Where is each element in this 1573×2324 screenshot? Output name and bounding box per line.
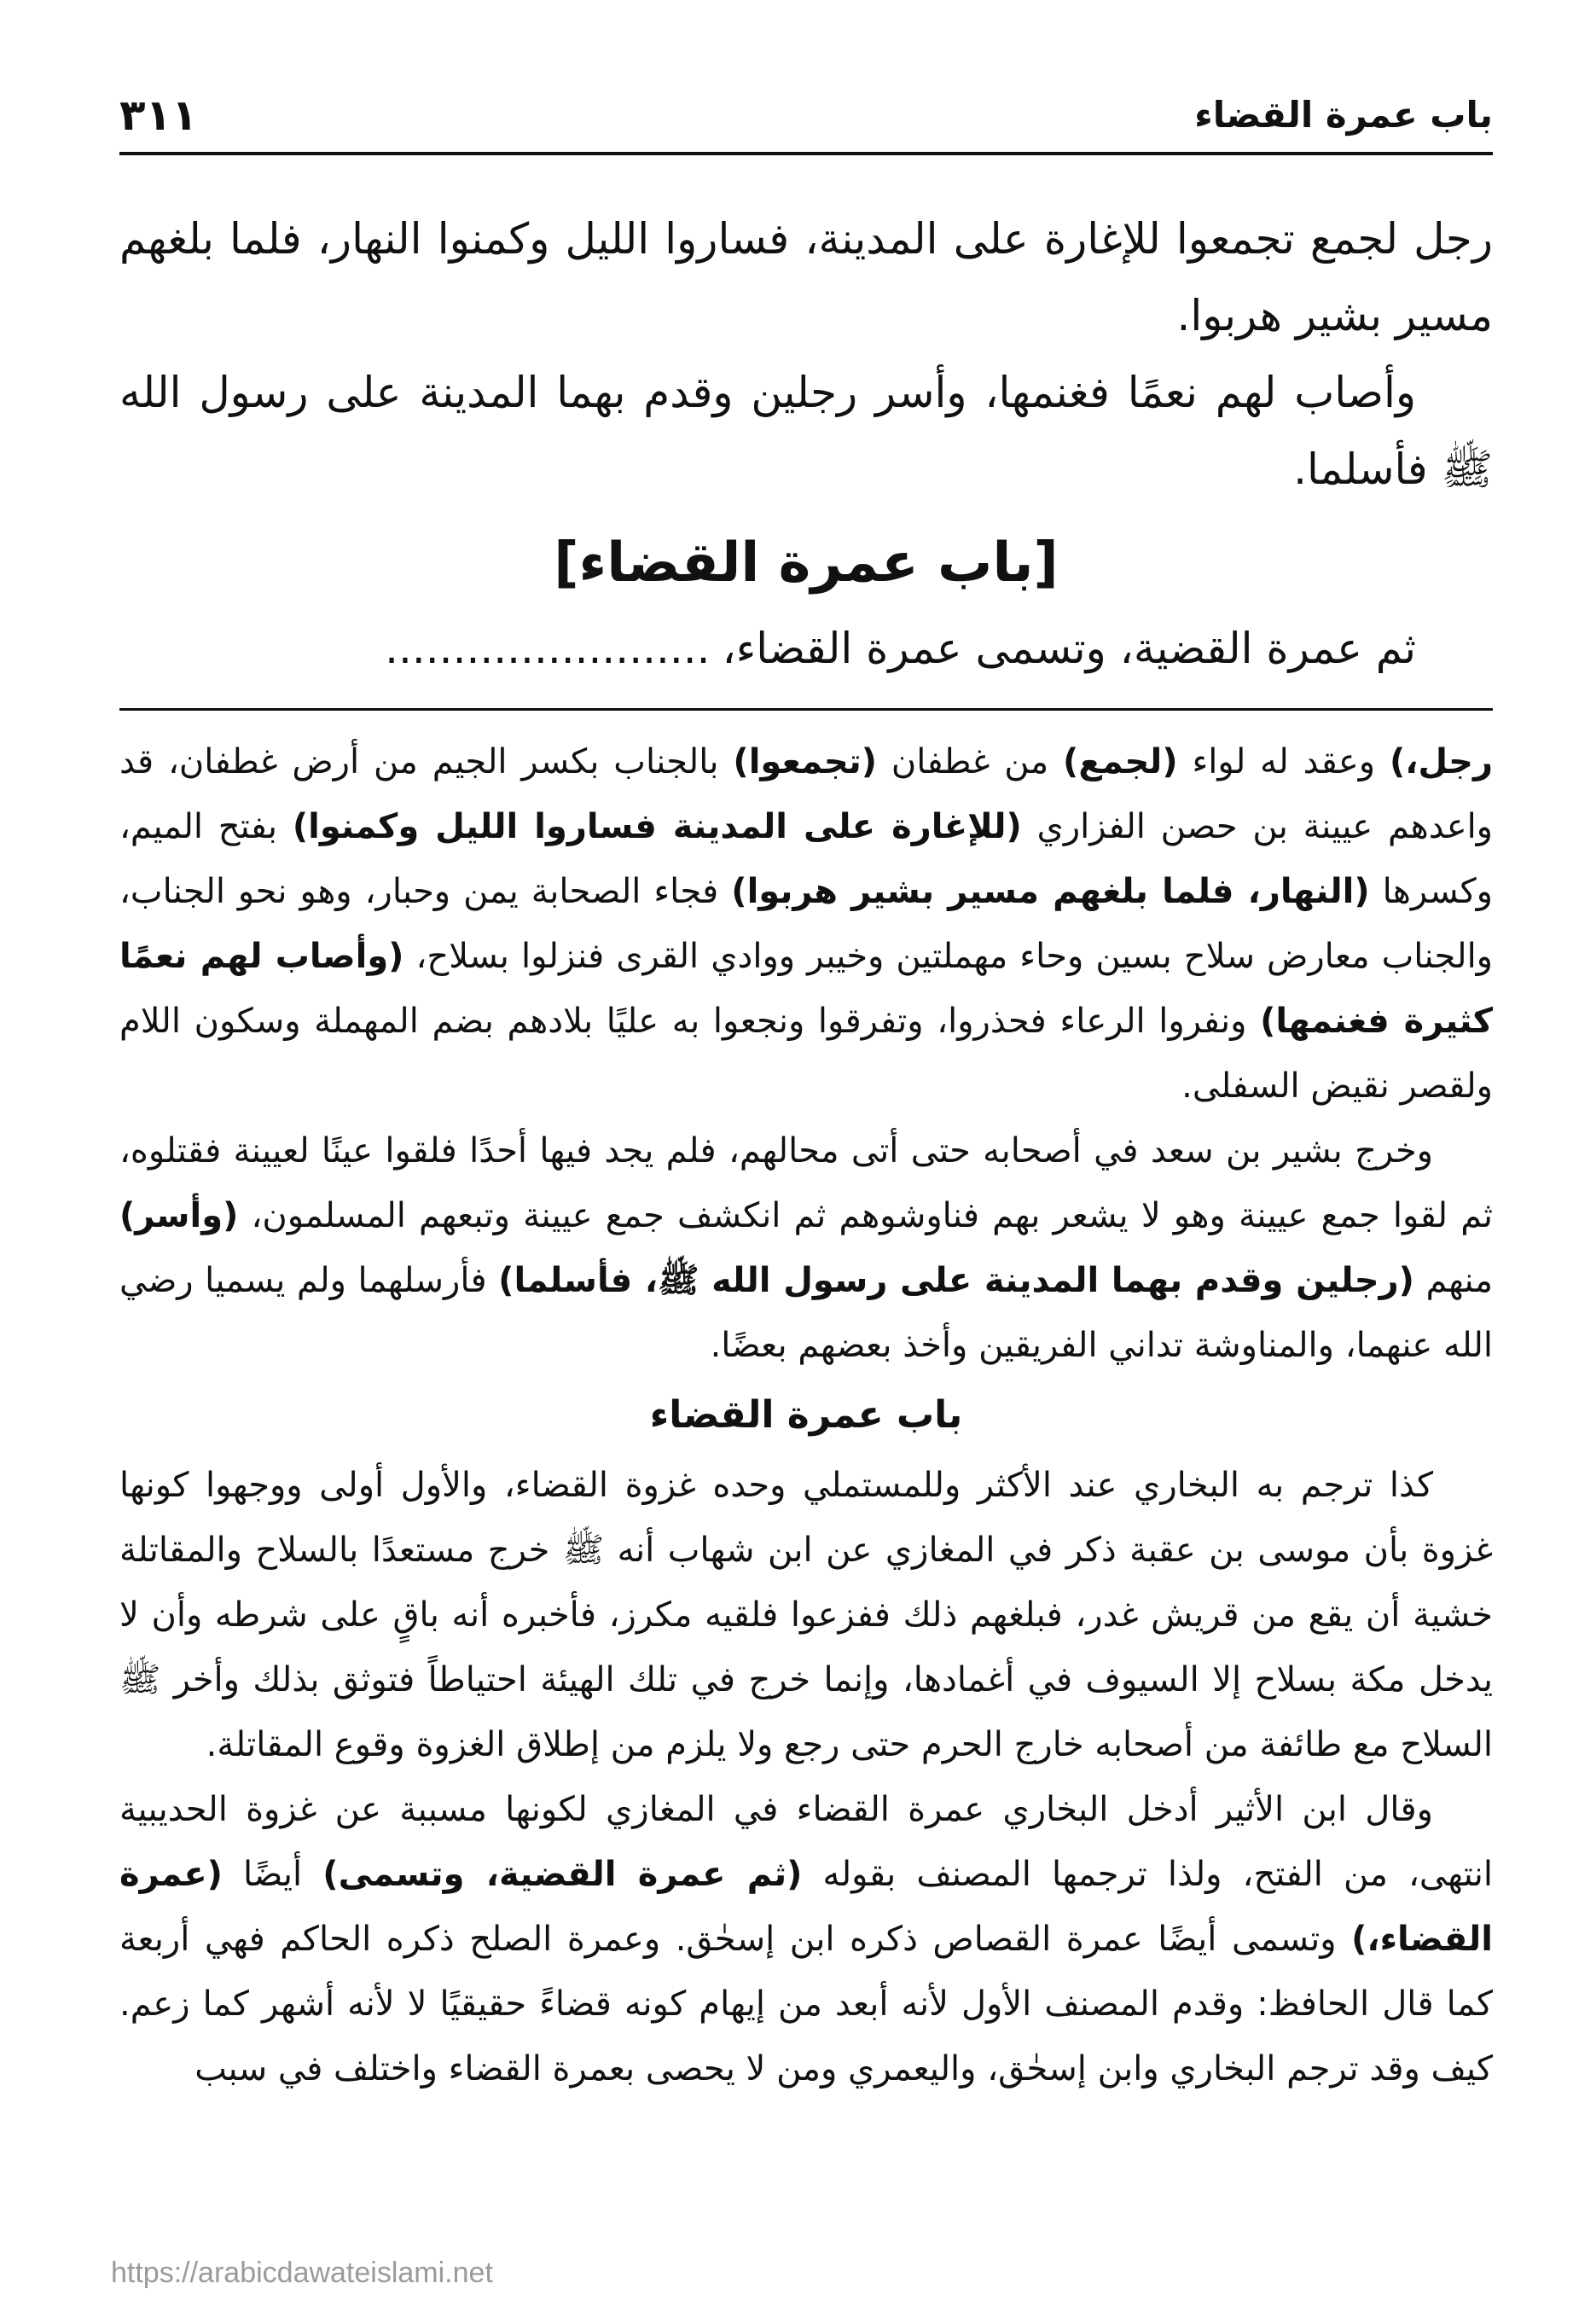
running-title: باب عمرة القضاء: [1194, 94, 1493, 136]
commentary: [119, 729, 1493, 2101]
page-header: [119, 85, 1493, 145]
commentary-paragraph-1: [119, 729, 1493, 1118]
text-run: ونفروا الرعاء فحذروا، وتفرقوا ونجعوا به عليًا بلادهم بضم المهملة وسكون اللام ولقصر نقيض السفلى.: [119, 1002, 1493, 1106]
main-paragraph-2: وأصاب لهم نعمًا فغنمها، وأسر رجلين وقدم بهما المدينة على رسول الله ﷺ فأسلما.: [119, 368, 1493, 494]
commentary-paragraph-4: [119, 1777, 1493, 2101]
main-text: [119, 200, 1493, 687]
header-rule: [119, 152, 1493, 155]
bold-quoted-text: (تجمعوا): [733, 742, 877, 781]
main-paragraph-1: رجل لجمع تجمعوا للإغارة على المدينة، فساروا الليل وكمنوا النهار، فلما بلغهم مسير بشير هربوا.: [119, 214, 1493, 340]
commentary-paragraph-2: [119, 1118, 1493, 1378]
watermark-url: https://arabicdawateislami.net: [111, 2257, 493, 2289]
text-run: فجاء الصحابة يمن وحبار، وهو نحو الجناب، والجناب معارض سلاح بسين وحاء مهملتين وخيبر ووادي القرى فنزلوا بسلاح،: [119, 872, 1493, 976]
text-run: بالجناب بكسر الجيم من أرض غطفان، قد واعدهم عيينة بن حصن الفزاري: [119, 742, 1493, 846]
bold-quoted-text: (وأسر): [119, 1196, 239, 1235]
bold-quoted-text: (النهار، فلما بلغهم مسير بشير هربوا): [731, 872, 1370, 911]
main-last-line: [119, 610, 1493, 687]
text-run: وتسمى أيضًا عمرة القصاص ذكره ابن إسحٰق. وعمرة الصلح ذكره الحاكم فهي أربعة كما قال الحافظ: وقدم المصنف الأول لأنه أبعد من إيهام كونه قضاءً حقيقيًا لا لأنه أشهر كما زعم. كيف وقد ترجم البخاري وابن إسحٰق، واليعمري ومن لا يحصى بعمرة القضاء واختلف في سبب: [119, 1920, 1493, 2089]
commentary-divider: [119, 708, 1493, 711]
continuation-dots: ........................: [385, 624, 711, 673]
text-run: وعقد له لواء: [1177, 742, 1390, 781]
bold-quoted-text: (للإغارة على المدينة فساروا الليل وكمنوا): [292, 807, 1022, 846]
text-run: منهم: [1413, 1261, 1493, 1300]
bold-quoted-text: (لجمع): [1063, 742, 1178, 781]
text-run: من غطفان: [877, 742, 1064, 781]
text-run: بفتح الميم، وكسرها: [119, 807, 1494, 911]
bold-quoted-text: رجل،): [1389, 742, 1493, 781]
bold-quoted-text: (عمرة القضاء،): [119, 1855, 1493, 1959]
commentary-sub-heading: باب عمرة القضاء: [649, 1393, 963, 1437]
bold-quoted-text: (ثم عمرة القضية، وتسمى): [322, 1855, 803, 1894]
page-number: ٣١١: [119, 90, 198, 140]
bold-quoted-text: (وأصاب لهم نعمًا كثيرة فغنمها): [119, 937, 1493, 1041]
chapter-heading: [باب عمرة القضاء]: [554, 532, 1059, 595]
bold-quoted-text: (رجلين وقدم بهما المدينة على رسول الله ﷺ، فأسلما): [498, 1261, 1414, 1300]
text-run: فأرسلهما ولم يسميا رضي الله عنهما، والمناوشة تداني الفريقين وأخذ بعضهم بعضًا.: [119, 1261, 1493, 1365]
main-last-line-text: ثم عمرة القضية، وتسمى عمرة القضاء،: [722, 624, 1416, 673]
text-run: أيضًا: [222, 1855, 323, 1894]
text-run: وقال ابن الأثير أدخل البخاري عمرة القضاء في المغازي لكونها مسببة عن غزوة الحديبية انتهى، من الفتح، ولذا ترجمها المصنف بقوله: [119, 1790, 1494, 1894]
commentary-paragraph-3: كذا ترجم به البخاري عند الأكثر وللمستملي وحده غزوة القضاء، والأول أولى ووجهوا كونها غزوة بأن موسى بن عقبة ذكر في المغازي عن ابن شهاب أنه ﷺ خرج مستعدًا بالسلاح والمقاتلة خشية أن يقع من قريش غدر، فبلغهم ذلك ففزعوا فلقيه مكرز، فأخبره أنه باقٍ على شرطه وأن لا يدخل مكة بسلاح إلا السيوف في أغمادها، وإنما خرج في تلك الهيئة احتياطاً فتوثق بذلك وأخر ﷺ السلاح مع طائفة من أصحابه خارج الحرم حتى رجع ولا يلزم من إطلاق الغزوة وقوع المقاتلة.: [119, 1466, 1493, 1764]
book-page: [119, 0, 1493, 2324]
text-run: وخرج بشير بن سعد في أصحابه حتى أتى محالهم، فلم يجد فيها أحدًا فلقوا عينًا لعيينة فقتلوه، ثم لقوا جمع عيينة وهو لا يشعر بهم فناوشوهم ثم انكشف جمع عيينة وتبعهم المسلمون،: [119, 1131, 1493, 1235]
